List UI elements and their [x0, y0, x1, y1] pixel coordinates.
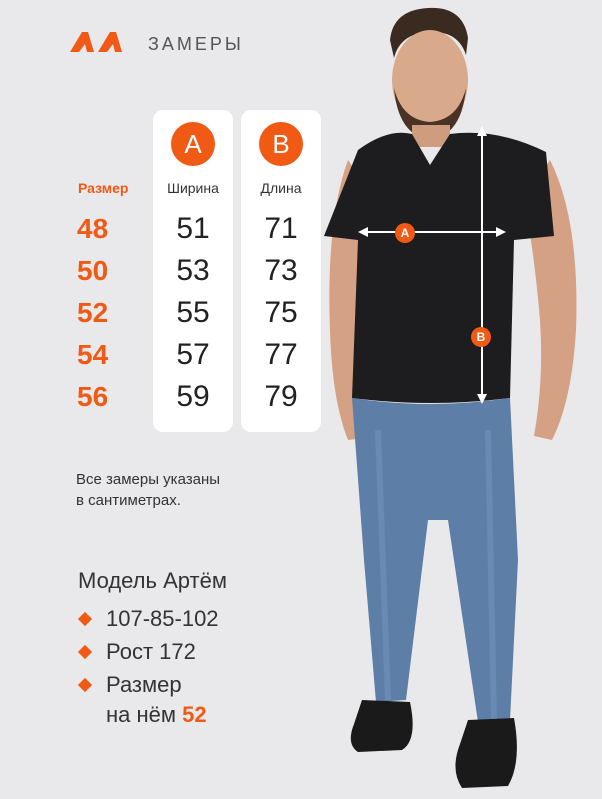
width-value: 55	[176, 296, 210, 329]
width-column-header: Ширина	[167, 180, 219, 196]
width-letter-badge: A	[171, 122, 215, 166]
length-value: 73	[264, 254, 298, 287]
length-marker-label: B	[476, 330, 486, 344]
width-value: 53	[176, 254, 210, 287]
size-value: 50	[77, 255, 109, 286]
size-value: 48	[77, 213, 109, 244]
length-letter-badge: B	[259, 122, 303, 166]
model-size-line: на нём 52	[106, 702, 207, 727]
size-chart-page: ЗАМЕРЫ Размер 48 50 52 54 56 A Ширина 51 53 55 57 59 B Длина 71 73 75 77 79 Все замеры указаны в сантиметрах. Модель Артём 107-85-102 Рост 172 Размер на нём 52 A B	[0, 0, 602, 799]
brand-logo-icon	[70, 32, 126, 52]
size-value: 54	[77, 339, 109, 370]
length-column-header: Длина	[260, 180, 302, 196]
size-value: 52	[77, 297, 109, 328]
size-column-header: Размер	[78, 180, 129, 196]
size-value: 56	[77, 381, 109, 412]
width-value: 57	[176, 338, 210, 371]
width-value: 51	[176, 212, 210, 245]
length-column-card	[241, 110, 321, 432]
length-value: 79	[264, 380, 298, 413]
page-title: ЗАМЕРЫ	[148, 34, 244, 54]
note-line: Все замеры указаны	[76, 471, 221, 488]
diamond-bullet-icon	[78, 678, 92, 692]
length-value: 71	[264, 212, 298, 245]
diamond-bullet-icon	[78, 645, 92, 659]
width-column-card	[153, 110, 233, 432]
model-photo	[318, 0, 602, 799]
length-value: 75	[264, 296, 298, 329]
model-name: Модель Артём	[78, 568, 227, 593]
measurement-note	[76, 469, 296, 511]
note-line: в сантиметрах.	[76, 492, 181, 509]
length-value: 77	[264, 338, 298, 371]
width-marker-label: A	[400, 226, 410, 240]
diamond-bullet-icon	[78, 612, 92, 626]
model-size-value: 52	[182, 702, 207, 727]
width-value: 59	[176, 380, 210, 413]
